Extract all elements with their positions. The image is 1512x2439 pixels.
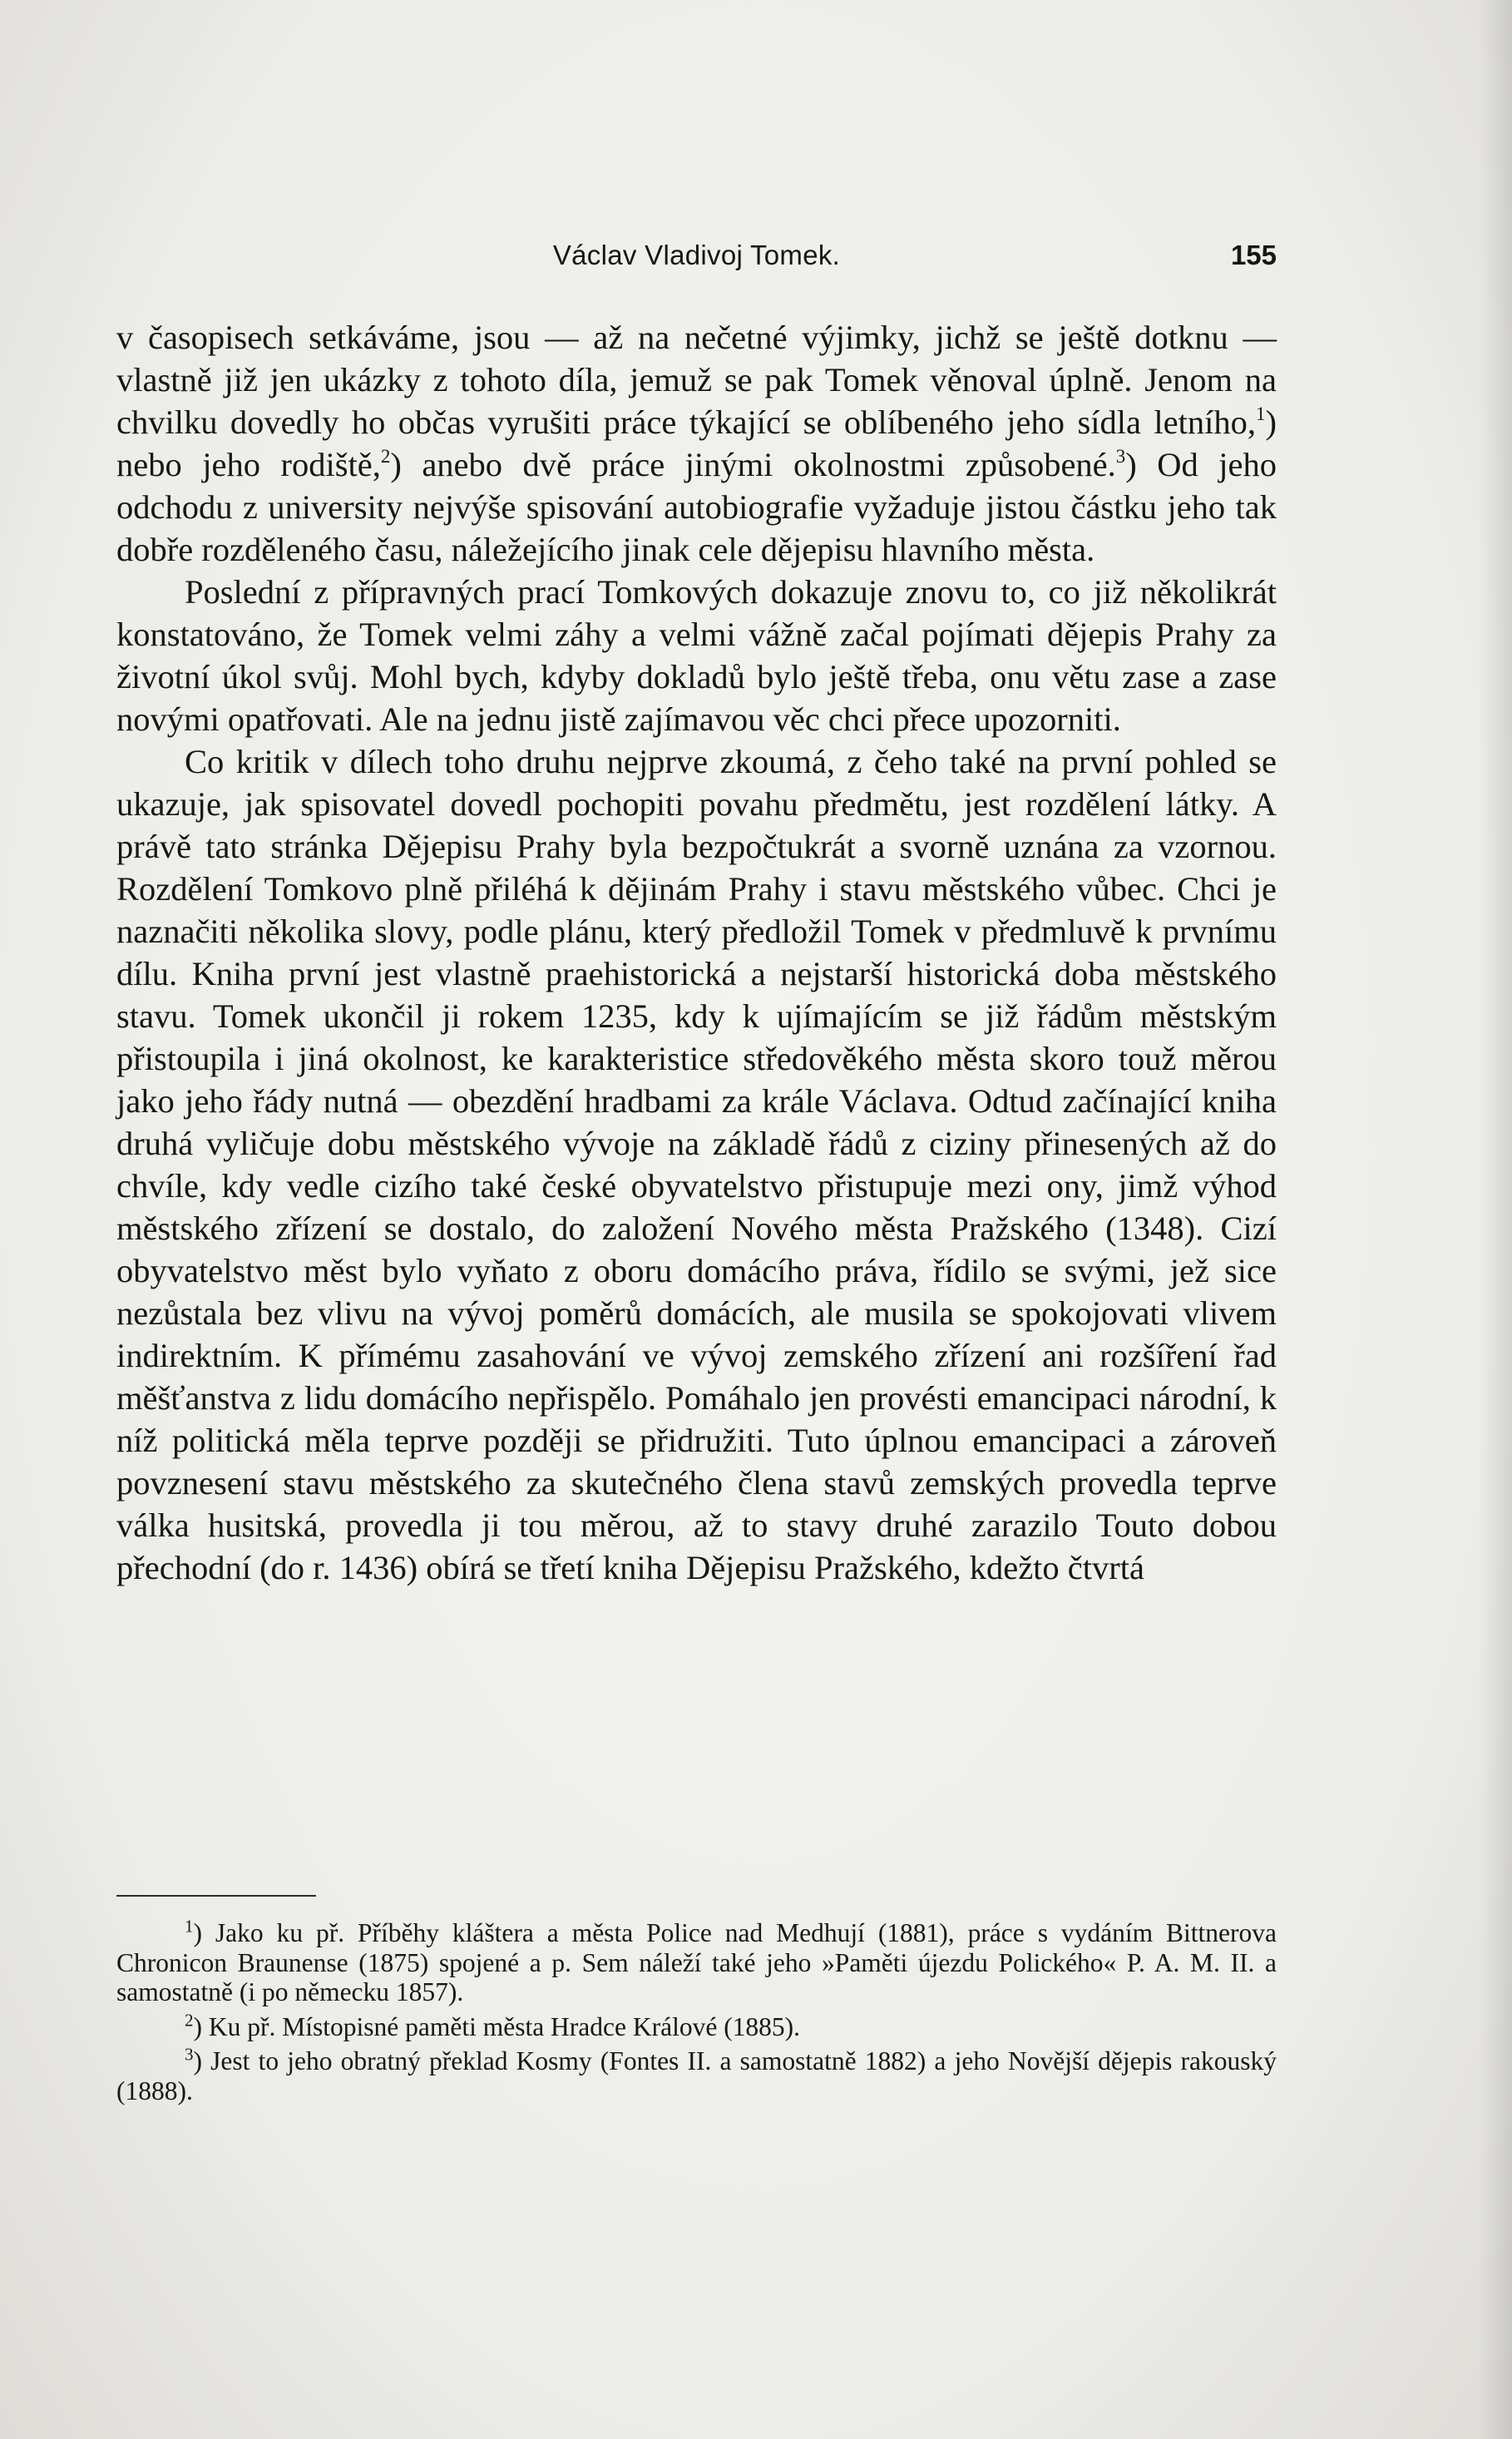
footnote-reference-2: 2 xyxy=(380,445,391,467)
footnotes xyxy=(116,1918,1277,2110)
paragraph-1-part-d: ) Od jeho odchodu z university nejvýše spisování autobiografie vyžaduje jistou částku jeho tak dobře rozděleného času, náležejícího jinak cele dějepisu hlavního města. xyxy=(116,446,1277,568)
paragraph-1 xyxy=(116,316,1277,571)
page-number: 155 xyxy=(1230,240,1277,270)
paragraph-1-part-c: ) anebo dvě práce jinými okolnostmi způsobené. xyxy=(390,446,1116,483)
page-edge-shadow xyxy=(1479,0,1512,2439)
footnote-1-text: ) Jako ku př. Příběhy kláštera a města Police nad Medhují (1881), práce s vydáním Bittnerova Chronicon Braunense (1875) spojené a p. Sem náleží také jeho »Paměti újezdu Polického« P. A. M. II. a samostatně (i po německu 1857). xyxy=(116,1918,1277,2006)
paragraph-3: Co kritik v dílech toho druhu nejprve zkoumá, z čeho také na první pohled se ukazuje, jak spisovatel dovedl pochopiti povahu předmětu, jest rozdělení látky. A právě tato stránka Dějepisu Prahy byla bezpočtukrát a svorně uznána za vzornou. Rozdělení Tomkovo plně přiléhá k dějinám Prahy i stavu městského vůbec. Chci je naznačiti několika slovy, podle plánu, který předložil Tomek v předmluvě k prvnímu dílu. Kniha první jest vlastně praehistorická a nejstarší historická doba městského stavu. Tomek ukončil ji rokem 1235, kdy k ujímajícím se již řádům městským přistoupila i jiná okolnost, ke karakteristice středověkého města skoro touž měrou jako jeho řády nutná — obezdění hradbami za krále Václava. Odtud začínající kniha druhá vyličuje dobu městského vývoje na základě řádů z ciziny přinesených až do chvíle, kdy vedle cizího také české obyvatelstvo přistupuje mezi ony, jimž výhod městského zřízení se dostalo, do založení Nového města Pražského (1348). Cizí obyvatelstvo měst bylo vyňato z oboru domácího práva, řídilo se svými, jež sice nezůstala bez vlivu na vývoj poměrů domácích, ale musila se spokojovati vlivem indirektním. K přímému zasahování ve vývoj zemského zřízení ani rozšíření řad měšťanstva z lidu domácího nepřispělo. Pomáhalo jen provésti emancipaci národní, k níž politická měla teprve později se přidružiti. Tuto úplnou emancipaci a zároveň povznesení stavu městského za skutečného člena stavů zemských provedla teprve válka husitská, provedla ji tou měrou, až to stavy druhé zarazilo Touto dobou přechodní (do r. 1436) obírá se třetí kniha Dějepisu Pražského, kdežto čtvrtá xyxy=(116,743,1277,1586)
footnote-reference-3: 3 xyxy=(1115,445,1126,467)
footnote-3-mark: 3 xyxy=(185,2044,194,2065)
footnote-3 xyxy=(116,2046,1277,2105)
paragraph-1-part-b: ) nebo jeho rodiště, xyxy=(116,403,1277,483)
running-title: Václav Vladivoj Tomek. xyxy=(552,240,841,270)
footnote-2 xyxy=(116,2012,1277,2042)
body-text xyxy=(116,316,1277,1589)
footnote-1 xyxy=(116,1918,1277,2007)
paragraph-2: Poslední z přípravných prací Tomkových dokazuje znovu to, co již několikrát konstatováno, že Tomek velmi záhy a velmi vážně začal pojímati dějepis Prahy za životní úkol svůj. Mohl bych, kdyby dokladů bylo ještě třeba, onu větu zase a zase novými opatřovati. Ale na jednu jistě zajímavou věc chci přece upozorniti. xyxy=(116,573,1277,738)
footnote-separator xyxy=(116,1895,316,1897)
footnote-3-text: ) Jest to jeho obratný překlad Kosmy (Fontes II. a samostatně 1882) a jeho Novější dějepis rakouský (1888). xyxy=(116,2046,1277,2105)
footnote-1-mark: 1 xyxy=(185,1916,194,1937)
running-head xyxy=(116,240,1277,281)
footnote-2-mark: 2 xyxy=(185,2010,194,2030)
footnote-reference-1: 1 xyxy=(1256,403,1266,424)
paragraph-1-part-a: v časopisech setkáváme, jsou — až na nečetné výjimky, jichž se ještě dotknu — vlastně již jen ukázky z tohoto díla, jemuž se pak Tomek věnoval úplně. Jenom na chvilku dovedly ho občas vyrušiti práce týkající se oblíbeného jeho sídla letního, xyxy=(116,319,1277,441)
footnote-2-text: ) Ku př. Místopisné paměti města Hradce Králové (1885). xyxy=(193,2011,801,2041)
